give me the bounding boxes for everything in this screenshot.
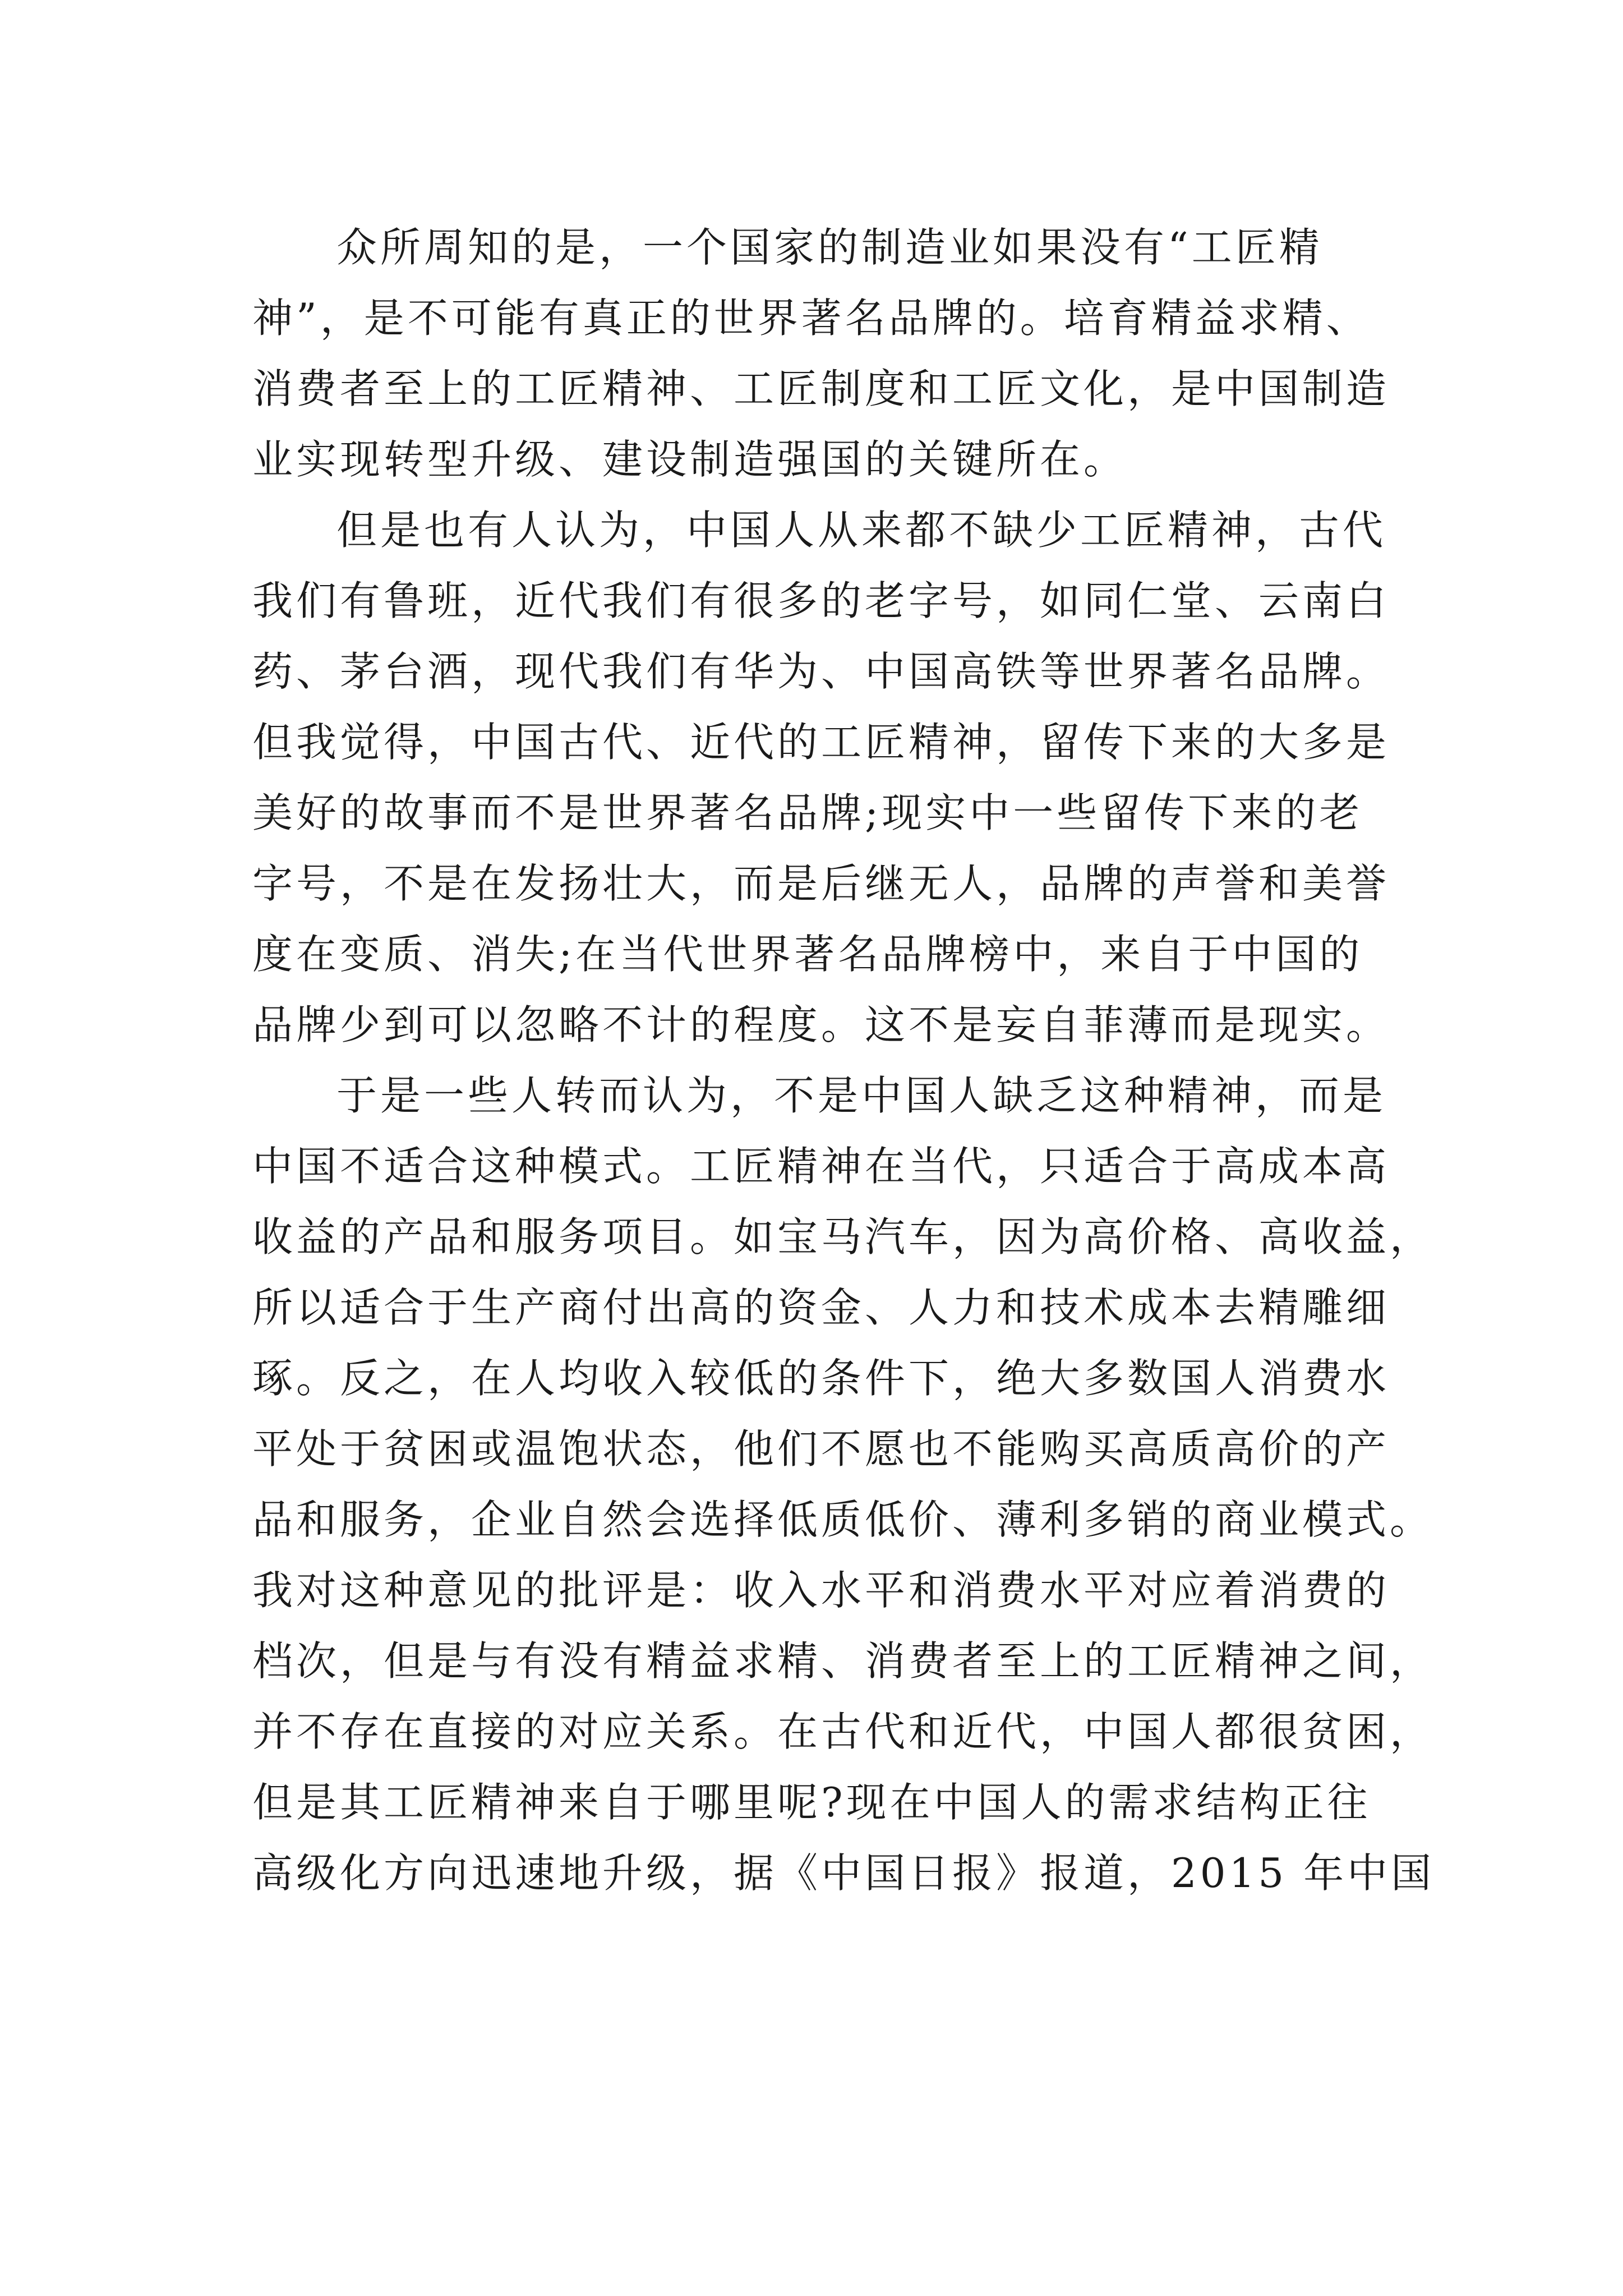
text-line: 但是其工匠精神来自于哪里呢?现在中国人的需求结构正往	[252, 1779, 1371, 1826]
text-line: 众所周知的是，一个国家的制造业如果没有“工匠精	[336, 224, 1323, 271]
text-line: 但是也有人认为，中国人从来都不缺少工匠精神，古代	[336, 507, 1387, 554]
text-line: 但我觉得，中国古代、近代的工匠精神，留传下来的大多是	[252, 719, 1390, 766]
text-line: 高级化方向迅速地升级，据《中国日报》报道，2015 年中国	[252, 1849, 1435, 1897]
text-line: 并不存在直接的对应关系。在古代和近代，中国人都很贫困，	[252, 1708, 1434, 1755]
document-body	[252, 212, 1435, 1908]
text-line: 平处于贫困或温饱状态，他们不愿也不能购买高质高价的产	[252, 1425, 1390, 1473]
text-line: 消费者至上的工匠精神、工匠制度和工匠文化，是中国制造	[252, 365, 1390, 412]
text-line: 档次，但是与有没有精益求精、消费者至上的工匠精神之间，	[252, 1637, 1434, 1685]
text-line: 品和服务，企业自然会选择低质低价、薄利多销的商业模式。	[252, 1496, 1434, 1543]
text-line: 中国不适合这种模式。工匠精神在当代，只适合于高成本高	[252, 1143, 1390, 1190]
text-line: 琢。反之，在人均收入较低的条件下，绝大多数国人消费水	[252, 1355, 1390, 1402]
text-line: 收益的产品和服务项目。如宝马汽车，因为高价格、高收益，	[252, 1213, 1434, 1260]
text-line: 度在变质、消失;在当代世界著名品牌榜中，来自于中国的	[252, 931, 1363, 978]
paragraph-1	[252, 212, 1390, 495]
text-line: 业实现转型升级、建设制造强国的关键所在。	[252, 436, 1128, 483]
text-line: 所以适合于生产商付出高的资金、人力和技术成本去精雕细	[252, 1284, 1390, 1331]
text-line: 于是一些人转而认为，不是中国人缺乏这种精神，而是	[336, 1072, 1387, 1119]
paragraph-2	[252, 495, 1390, 1060]
text-line: 我对这种意见的批评是：收入水平和消费水平对应着消费的	[252, 1567, 1390, 1614]
text-line: 药、茅台酒，现代我们有华为、中国高铁等世界著名品牌。	[252, 648, 1390, 695]
text-line: 字号，不是在发扬壮大，而是后继无人，品牌的声誉和美誉	[252, 860, 1390, 907]
text-line: 品牌少到可以忽略不计的程度。这不是妄自菲薄而是现实。	[252, 1001, 1390, 1048]
text-line: 神”，是不可能有真正的世界著名品牌的。培育精益求精、	[252, 295, 1370, 342]
text-line: 美好的故事而不是世界著名品牌;现实中一些留传下来的老	[252, 789, 1363, 836]
paragraph-3	[252, 1060, 1435, 1908]
text-line: 我们有鲁班，近代我们有很多的老字号，如同仁堂、云南白	[252, 577, 1390, 624]
